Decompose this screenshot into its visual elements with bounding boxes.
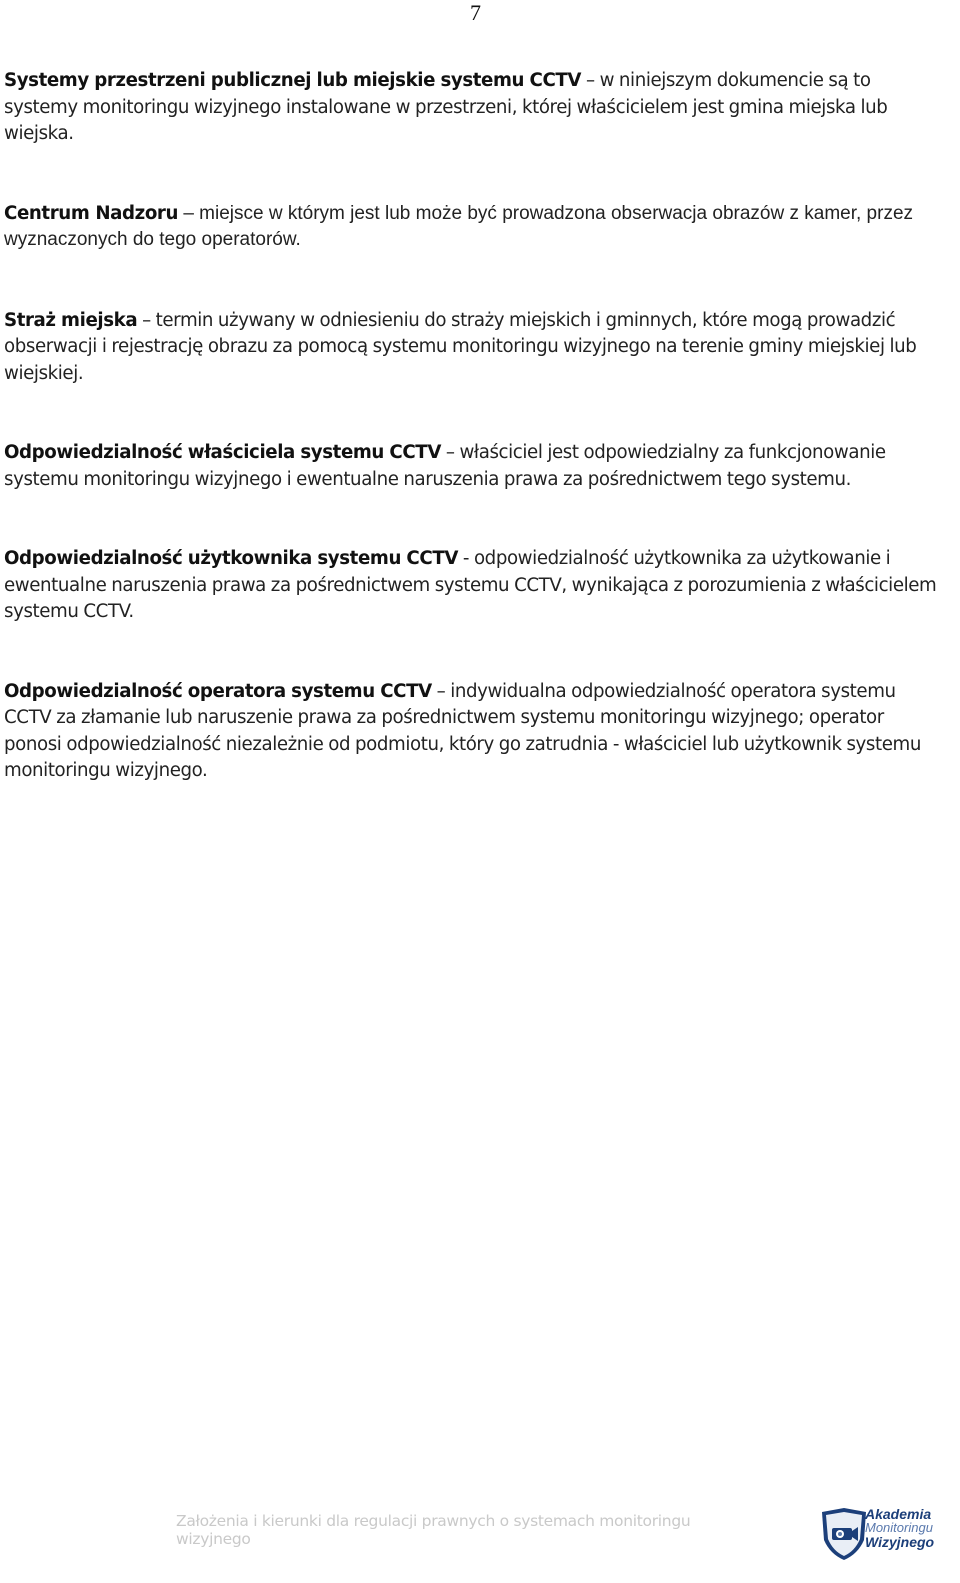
document-body (4, 68, 944, 785)
definition-text: – miejsce w którym jest lub może być prowadzona obserwacja obrazów z kamer, przez wyznaczonych do tego operatorów. (4, 202, 914, 250)
definition-user-responsibility (4, 546, 944, 626)
page-footer: Założenia i kierunki dla regulacji prawnych o systemach monitoringu wizyjnego (176, 1512, 691, 1548)
term-label: Centrum Nadzoru (4, 202, 179, 224)
term-label: Odpowiedzialność użytkownika systemu CCTV (4, 548, 459, 569)
definition-text: – w niniejszym dokumencie są to systemy monitoringu wizyjnego instalowane w przestrzeni, której właścicielem jest gmina miejska lub wiejska. (4, 70, 888, 144)
definition-text: – termin używany w odniesieniu do straży miejskich i gminnych, które mogą prowadzić obserwacji i rejestrację obrazu za pomocą systemu monitoringu wizyjnego na terenie gminy miejskiej lub wiejskiej. (4, 309, 917, 384)
page-number: 7 (470, 0, 481, 25)
logo-line-2: Monitoringu (865, 1520, 933, 1535)
logo-line-3: Wizyjnego (865, 1534, 935, 1550)
term-label: Odpowiedzialność właściciela systemu CCTV (4, 442, 441, 463)
shield-camera-icon (818, 1506, 870, 1562)
term-label: Systemy przestrzeni publicznej lub miejskie systemu CCTV (4, 70, 582, 91)
definition-monitoring-center (4, 201, 944, 254)
definition-operator-responsibility (4, 679, 944, 785)
term-label: Odpowiedzialność operatora systemu CCTV (4, 680, 432, 702)
definition-text: - odpowiedzialność użytkownika za użytkowanie i ewentualne naruszenia prawa za pośrednictwem systemu CCTV, wynikająca z porozumienia z właścicielem systemu CCTV. (4, 548, 937, 622)
logo-text (865, 1507, 960, 1549)
definition-cctv-public-systems (4, 68, 944, 148)
definition-text: – właściciel jest odpowiedzialny za funkcjonowanie systemu monitoringu wizyjnego i ewentualne naruszenia prawa za pośrednictwem tego systemu. (4, 442, 886, 490)
term-label: Straż miejska (4, 309, 138, 331)
definition-city-guard (4, 308, 944, 388)
definition-text: – indywidualna odpowiedzialność operatora systemu CCTV za złamanie lub naruszenie prawa za pośrednictwem systemu monitoringu wizyjnego; operator ponosi odpowiedzialność niezależnie od podmiotu, który go zatrudnia - właściciel lub użytkownik systemu monitoringu wizyjnego. (4, 680, 921, 781)
definition-owner-responsibility (4, 440, 944, 493)
akademia-logo (818, 1506, 958, 1562)
logo-line-1: Akademia (865, 1506, 932, 1522)
